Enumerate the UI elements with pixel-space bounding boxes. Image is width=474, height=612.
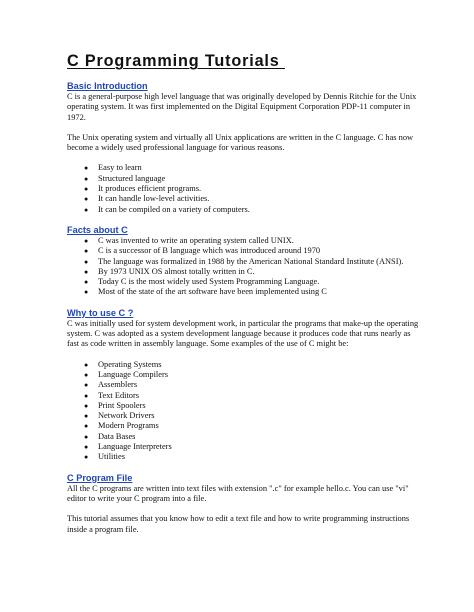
list-item-text: It can handle low-level activities.: [98, 194, 210, 204]
list-item-text: Data Bases: [98, 431, 136, 441]
page-title: C Programming Tutorials: [67, 52, 285, 70]
bullet-icon: ●: [84, 391, 89, 400]
section-c-program-file: [67, 473, 419, 535]
list-item-text: Most of the state of the art software have been implemented using C: [98, 287, 327, 297]
bullet-icon: ●: [84, 288, 89, 297]
bullet-icon: ●: [84, 247, 89, 256]
list-item-text: Assemblers: [98, 380, 138, 390]
section-heading-why-to-use-c[interactable]: Why to use C ?: [67, 307, 134, 318]
bullet-icon: ●: [84, 422, 89, 431]
program-file-paragraph-2: This tutorial assumes that you know how to edit a text file and how to write programming instructions inside a program file.: [67, 514, 410, 534]
bullet-icon: ●: [84, 401, 89, 410]
list-item-text: Language Compilers: [98, 369, 169, 379]
bullet-icon: ●: [84, 174, 89, 183]
list-item: [84, 400, 419, 411]
list-item-text: Operating Systems: [98, 359, 162, 369]
section-why-to-use-c: [67, 308, 419, 463]
list-item: [84, 184, 419, 194]
facts-list: [67, 236, 419, 298]
section-facts-about-c: [67, 225, 419, 298]
basic-intro-paragraph-1: C is a general-purpose high level language that was originally developed by Dennis Ritchie for the Unix operating system. It was first implemented on the Digital Equipment Corporation PDP-11 computer in 1972.: [67, 92, 417, 122]
bullet-icon: ●: [84, 381, 89, 390]
section-heading-c-program-file[interactable]: C Program File: [67, 472, 133, 483]
list-item: [84, 380, 419, 390]
list-item: [84, 163, 419, 173]
bullet-icon: ●: [84, 360, 89, 369]
list-item: [84, 204, 419, 215]
basic-intro-paragraph-2: The Unix operating system and virtually all Unix applications are written in the C language. C has now become a widely used professional language for various reasons.: [67, 132, 414, 153]
list-item: [84, 256, 419, 267]
list-item: [84, 235, 419, 246]
list-item: [84, 421, 419, 431]
section-basic-introduction: [67, 81, 419, 215]
bullet-icon: ●: [84, 443, 89, 452]
program-file-paragraph-1: All the C programs are written into text files with extension ".c" for example hello.c. You can use "vi" editor to write your C program into a file.: [67, 483, 409, 503]
list-item-text: Modern Programs: [98, 421, 159, 431]
bullet-icon: ●: [84, 453, 89, 462]
bullet-icon: ●: [84, 195, 89, 204]
list-item-text: Text Editors: [98, 390, 140, 400]
list-item: [84, 431, 419, 442]
list-item-text: Easy to learn: [98, 163, 142, 173]
bullet-icon: ●: [84, 432, 89, 441]
document-body: [67, 52, 419, 545]
list-item-text: Network Drivers: [98, 411, 155, 421]
list-item: [84, 411, 419, 421]
bullet-icon: ●: [84, 205, 89, 214]
list-item: [84, 287, 419, 297]
bullet-icon: ●: [84, 278, 89, 287]
list-item: [84, 173, 419, 184]
bullet-icon: ●: [84, 236, 89, 245]
list-item-text: Today C is the most widely used System Programming Language.: [98, 277, 320, 287]
bullet-icon: ●: [84, 185, 89, 194]
list-item: [84, 266, 419, 277]
list-item-text: Language Interpreters: [98, 442, 172, 452]
list-item: [84, 452, 419, 462]
section-heading-basic-introduction[interactable]: Basic Introduction: [67, 81, 148, 91]
list-item: [84, 369, 419, 380]
bullet-icon: ●: [84, 370, 89, 379]
list-item: [84, 359, 419, 370]
list-item: [84, 194, 419, 204]
section-heading-facts-about-c[interactable]: Facts about C: [67, 224, 128, 235]
bullet-icon: ●: [84, 257, 89, 266]
list-item-text: It produces efficient programs.: [98, 184, 202, 194]
list-item-text: It can be compiled on a variety of computers.: [98, 204, 250, 214]
list-item: [84, 390, 419, 401]
bullet-icon: ●: [84, 412, 89, 421]
list-item-text: C is a successor of B language which was introduced around 1970: [98, 246, 321, 256]
list-item-text: Structured language: [98, 173, 166, 183]
list-item-text: The language was formalized in 1988 by the American National Standard Institute (ANSI).: [98, 256, 404, 266]
why-use-c-paragraph: C was initially used for system development work, in particular the programs that make-up the operating system. C was adopted as a system development language because it produces code that runs nearly as fast as code written in assembly language. Some examples of the use of C might be:: [67, 318, 419, 349]
c-uses-list: [67, 360, 419, 463]
list-item: [84, 442, 419, 452]
basic-intro-reasons-list: [67, 163, 419, 214]
list-item-text: By 1973 UNIX OS almost totally written in C.: [98, 266, 255, 276]
bullet-icon: ●: [84, 267, 89, 276]
list-item: [84, 246, 419, 256]
list-item: [84, 277, 419, 287]
list-item-text: Print Spoolers: [98, 400, 146, 410]
list-item-text: C was invented to write an operating system called UNIX.: [98, 235, 294, 245]
list-item-text: Utilities: [98, 452, 125, 462]
bullet-icon: ●: [84, 164, 89, 173]
